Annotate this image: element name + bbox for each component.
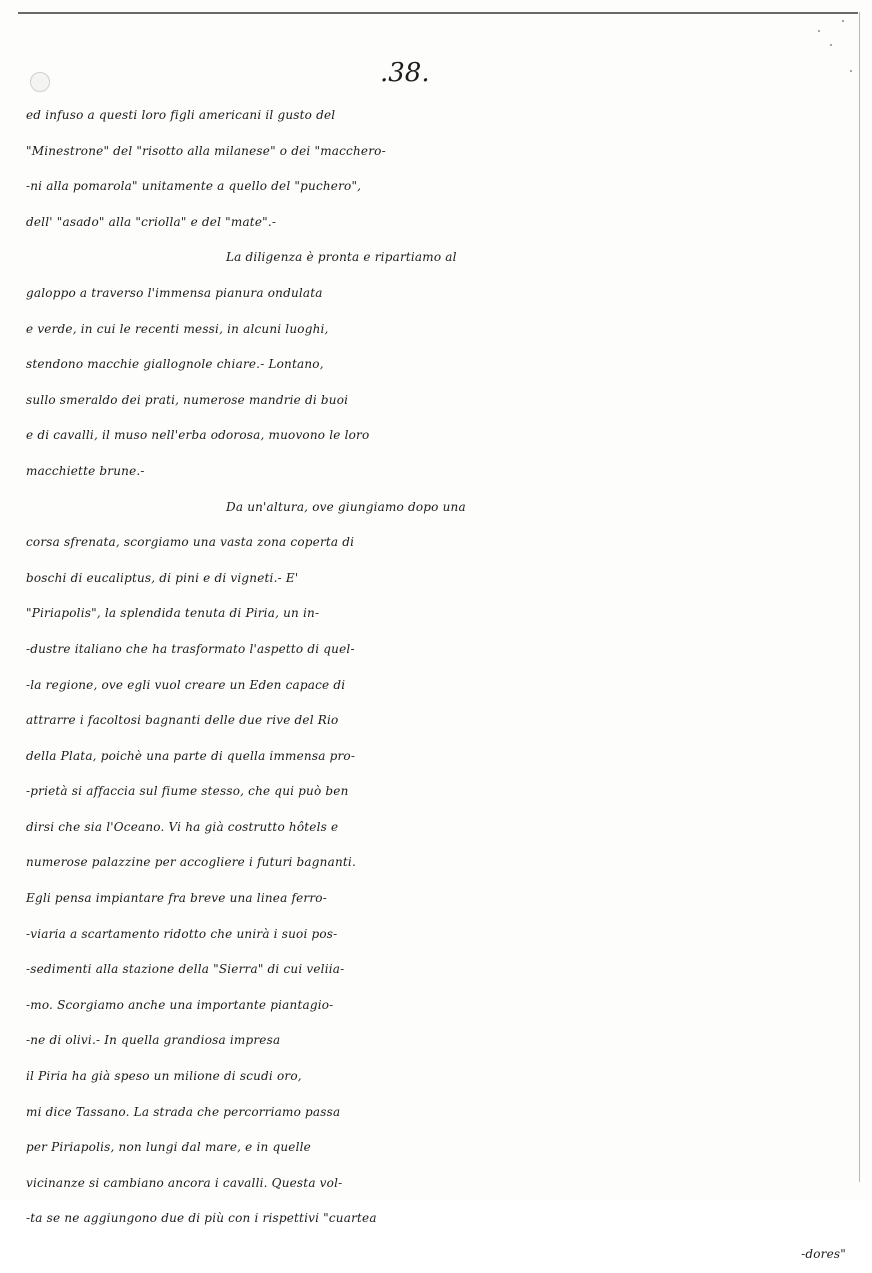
scan-speck bbox=[842, 20, 844, 22]
punch-hole-mark bbox=[30, 72, 50, 92]
handwritten-line: e verde, in cui le recenti messi, in alcuni luoghi, bbox=[26, 321, 329, 336]
handwritten-line: -dores" bbox=[801, 1247, 846, 1261]
scan-border-top bbox=[18, 12, 858, 14]
scan-border-right bbox=[859, 12, 860, 1182]
handwritten-line: attrarre i facoltosi bagnanti delle due rive del Rio bbox=[26, 713, 339, 728]
handwritten-line: galoppo a traverso l'immensa pianura ondulata bbox=[26, 285, 323, 300]
handwritten-line: -sedimenti alla stazione della "Sierra" di cui veliia- bbox=[26, 962, 345, 977]
handwritten-line: -ta se ne aggiungono due di più con i rispettivi "cuartea bbox=[26, 1211, 377, 1226]
handwritten-line: -ne di olivi.- In quella grandiosa impresa bbox=[26, 1033, 281, 1048]
handwritten-line: il Piria ha già speso un milione di scudi oro, bbox=[26, 1069, 302, 1084]
handwritten-line: -prietà si affaccia sul fiume stesso, che qui può ben bbox=[26, 784, 349, 799]
handwritten-line: della Plata, poichè una parte di quella immensa pro- bbox=[26, 748, 356, 763]
handwritten-line: stendono macchie giallognole chiare.- Lontano, bbox=[26, 357, 324, 372]
handwritten-line: dirsi che sia l'Oceano. Vi ha già costrutto hôtels e bbox=[26, 819, 339, 834]
handwritten-text-body bbox=[26, 98, 856, 1273]
handwritten-line: mi dice Tassano. La strada che percorriamo passa bbox=[26, 1104, 341, 1119]
handwritten-line: ed infuso a questi loro figli americani il gusto del bbox=[26, 108, 336, 122]
handwritten-line: corsa sfrenata, scorgiamo una vasta zona coperta di bbox=[26, 535, 355, 550]
handwritten-line: -ni alla pomarola" unitamente a quello del "puchero", bbox=[26, 179, 362, 194]
handwritten-line: La diligenza è pronta e ripartiamo al bbox=[226, 250, 457, 265]
handwritten-line: "Piriapolis", la splendida tenuta di Piria, un in- bbox=[26, 606, 320, 621]
handwritten-line: Da un'altura, ove giungiamo dopo una bbox=[226, 499, 466, 514]
scan-speck bbox=[830, 44, 832, 46]
handwritten-line: vicinanze si cambiano ancora i cavalli. Questa vol- bbox=[26, 1175, 343, 1190]
handwritten-line: numerose palazzine per accogliere i futuri bagnanti. bbox=[26, 855, 356, 870]
page-number: .38. bbox=[380, 58, 430, 88]
handwritten-line: macchiette brune.- bbox=[26, 463, 145, 478]
handwritten-line: -la regione, ove egli vuol creare un Eden capace di bbox=[26, 677, 346, 692]
handwritten-line: dell' "asado" alla "criolla" e del "mate".- bbox=[26, 214, 277, 229]
scan-speck bbox=[850, 70, 852, 72]
handwritten-line: boschi di eucaliptus, di pini e di vigneti.- E' bbox=[26, 570, 299, 585]
handwritten-line: e di cavalli, il muso nell'erba odorosa, muovono le loro bbox=[26, 428, 370, 443]
handwritten-line: Egli pensa impiantare fra breve una linea ferro- bbox=[26, 891, 327, 906]
handwritten-line: per Piriapolis, non lungi dal mare, e in quelle bbox=[26, 1140, 311, 1155]
handwritten-line: -dustre italiano che ha trasformato l'aspetto di quel- bbox=[26, 641, 355, 656]
handwritten-line: -mo. Scorgiamo anche una importante piantagio- bbox=[26, 997, 334, 1012]
handwritten-line: "Minestrone" del "risotto alla milanese" o dei "macchero- bbox=[26, 143, 386, 158]
handwritten-line: -viaria a scartamento ridotto che unirà i suoi pos- bbox=[26, 926, 338, 941]
handwritten-line: sullo smeraldo dei prati, numerose mandrie di buoi bbox=[26, 392, 349, 407]
scan-speck bbox=[818, 30, 820, 32]
